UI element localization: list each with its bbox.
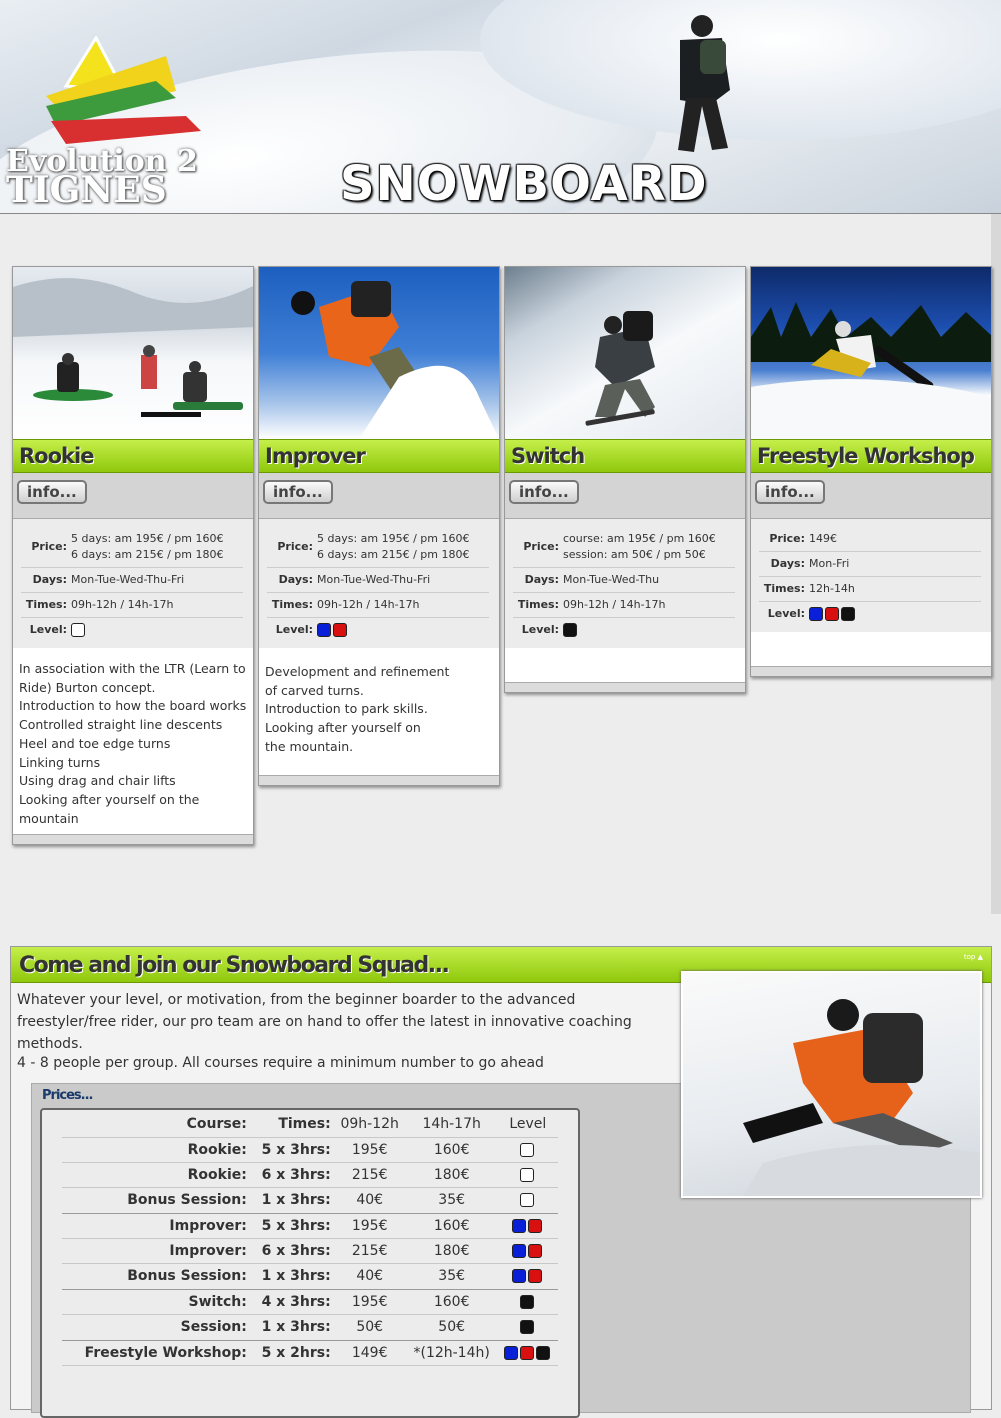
row-times: 1 x 3hrs: (250, 1263, 334, 1289)
group-size-note: 4 - 8 people per group. All courses require a minimum number to go ahead (17, 1055, 544, 1071)
top-link[interactable]: top ▲ (963, 953, 983, 961)
col-pm: 14h-17h (406, 1112, 498, 1137)
row-times: 6 x 3hrs: (250, 1162, 334, 1187)
card-title: Switch (505, 439, 745, 473)
snowboard-squad-section (10, 946, 992, 1410)
days-value: Mon-Fri (807, 552, 981, 577)
row-am-price: 40€ (334, 1187, 406, 1213)
white-level-icon (520, 1143, 534, 1157)
course-card-improver (258, 266, 500, 786)
level-icons (807, 602, 981, 627)
desc-line: Linking turns (19, 754, 101, 770)
price-row (62, 1289, 558, 1314)
price-line: course: am 195€ / pm 160€ (563, 532, 716, 545)
col-level: Level (498, 1112, 558, 1137)
blue-level-icon (512, 1269, 526, 1283)
blue-level-icon (809, 607, 823, 621)
times-value: 12h-14h (807, 577, 981, 602)
row-course: Session: (62, 1314, 250, 1340)
info-button[interactable]: info... (509, 480, 579, 504)
row-level-icons (498, 1314, 558, 1340)
blue-level-icon (317, 623, 331, 637)
row-pm-price: 180€ (406, 1238, 498, 1263)
row-am-price: 195€ (334, 1213, 406, 1238)
level-icons (315, 618, 489, 643)
logo-mark-icon (6, 36, 206, 146)
days-value: Mon-Tue-Wed-Thu-Fri (69, 568, 243, 593)
red-level-icon (333, 623, 347, 637)
blue-level-icon (504, 1346, 518, 1360)
desc-line: Introduction to park skills. (265, 701, 428, 717)
desc-line: Controlled straight line descents (19, 717, 223, 733)
course-description (751, 632, 991, 666)
header-banner (0, 0, 1001, 214)
squad-intro: Whatever your level, or motivation, from the beginner boarder to the advanced freestyler/free rider, our pro team are on hand to offer the latest in innovative coaching methods. (17, 992, 632, 1052)
price-line: 5 days: am 195€ / pm 160€ (317, 532, 470, 545)
row-pm-price: 180€ (406, 1162, 498, 1187)
row-times: 5 x 3hrs: (250, 1137, 334, 1162)
card-title: Improver (259, 439, 499, 473)
desc-line: Using drag and chair lifts (19, 773, 176, 789)
black-level-icon (520, 1295, 534, 1309)
price-line: 6 days: am 215€ / pm 180€ (317, 548, 470, 561)
price-label: Price: (267, 527, 315, 568)
evolution2-logo[interactable] (6, 36, 206, 211)
price-row (62, 1263, 558, 1289)
row-am-price: 195€ (334, 1289, 406, 1314)
course-card-freestyle (750, 266, 992, 677)
price-label: Price: (513, 527, 561, 568)
row-pm-price: 160€ (406, 1213, 498, 1238)
price-line: 6 days: am 215€ / pm 180€ (71, 548, 224, 561)
freestyle-photo (751, 267, 991, 439)
price-row (62, 1162, 558, 1187)
desc-line: Introduction to how the board works (19, 698, 247, 714)
row-level-icons (498, 1263, 558, 1289)
price-row (62, 1137, 558, 1162)
row-course: Rookie: (62, 1162, 250, 1187)
improver-photo (259, 267, 499, 439)
blue-level-icon (512, 1244, 526, 1258)
desc-line: Development and refinement of carved turns. (265, 664, 450, 698)
course-description (13, 648, 253, 834)
col-course: Course: (62, 1112, 250, 1137)
row-pm-price: *(12h-14h) (406, 1340, 498, 1365)
black-level-icon (563, 623, 577, 637)
prices-table (62, 1112, 558, 1366)
info-button[interactable]: info... (755, 480, 825, 504)
price-row (62, 1340, 558, 1365)
price-row (62, 1314, 558, 1340)
row-times: 4 x 3hrs: (250, 1289, 334, 1314)
row-course: Rookie: (62, 1137, 250, 1162)
white-level-icon (520, 1168, 534, 1182)
days-label: Days: (759, 552, 807, 577)
row-course: Bonus Session: (62, 1263, 250, 1289)
red-level-icon (825, 607, 839, 621)
section-title: Come and join our Snowboard Squad... (11, 947, 991, 983)
col-times: Times: (250, 1112, 334, 1137)
days-label: Days: (267, 568, 315, 593)
row-am-price: 149€ (334, 1340, 406, 1365)
row-level-icons (498, 1238, 558, 1263)
row-am-price: 195€ (334, 1137, 406, 1162)
row-level-icons (498, 1213, 558, 1238)
course-description (505, 648, 745, 682)
row-course: Freestyle Workshop: (62, 1340, 250, 1365)
price-row (62, 1238, 558, 1263)
price-label: Price: (21, 527, 69, 568)
info-button[interactable]: info... (263, 480, 333, 504)
price-line: session: am 50€ / pm 50€ (563, 548, 706, 561)
times-label: Times: (267, 593, 315, 618)
blue-level-icon (512, 1219, 526, 1233)
row-course: Improver: (62, 1213, 250, 1238)
snowboarder-image (650, 10, 740, 160)
row-am-price: 50€ (334, 1314, 406, 1340)
switch-photo (505, 267, 745, 439)
card-title: Freestyle Workshop (751, 439, 991, 473)
row-level-icons (498, 1187, 558, 1213)
times-label: Times: (513, 593, 561, 618)
row-pm-price: 160€ (406, 1137, 498, 1162)
squad-photo (681, 971, 982, 1198)
row-level-icons (498, 1162, 558, 1187)
black-level-icon (520, 1320, 534, 1334)
black-level-icon (841, 607, 855, 621)
row-level-icons (498, 1340, 558, 1365)
desc-line: Heel and toe edge turns (19, 735, 171, 751)
info-button[interactable]: info... (17, 480, 87, 504)
page-title: SNOWBOARD (340, 156, 708, 212)
prices-heading: Prices... (42, 1088, 93, 1103)
red-level-icon (528, 1244, 542, 1258)
row-level-icons (498, 1289, 558, 1314)
row-times: 5 x 2hrs: (250, 1340, 334, 1365)
prices-table-frame (40, 1108, 580, 1418)
desc-line: In association with the LTR (Learn to Ride) Burton concept. (19, 661, 246, 695)
row-am-price: 215€ (334, 1238, 406, 1263)
row-course: Switch: (62, 1289, 250, 1314)
course-card-rookie (12, 266, 254, 845)
row-times: 6 x 3hrs: (250, 1238, 334, 1263)
price-line: 149€ (807, 527, 981, 552)
row-pm-price: 35€ (406, 1263, 498, 1289)
days-value: Mon-Tue-Wed-Thu-Fri (315, 568, 489, 593)
row-times: 1 x 3hrs: (250, 1187, 334, 1213)
level-label: Level: (521, 623, 559, 636)
white-level-icon (520, 1193, 534, 1207)
price-label: Price: (759, 527, 807, 552)
times-label: Times: (759, 577, 807, 602)
row-course: Improver: (62, 1238, 250, 1263)
price-row (62, 1213, 558, 1238)
level-label: Level: (29, 623, 67, 636)
row-pm-price: 50€ (406, 1314, 498, 1340)
row-course: Bonus Session: (62, 1187, 250, 1213)
page-scroll-edge (991, 214, 1001, 914)
row-pm-price: 35€ (406, 1187, 498, 1213)
days-value: Mon-Tue-Wed-Thu (561, 568, 735, 593)
days-label: Days: (513, 568, 561, 593)
white-level-icon (71, 623, 85, 637)
col-am: 09h-12h (334, 1112, 406, 1137)
row-pm-price: 160€ (406, 1289, 498, 1314)
logo-text-evolution: Evolution 2 (6, 144, 198, 179)
row-times: 5 x 3hrs: (250, 1213, 334, 1238)
level-label: Level: (275, 623, 313, 636)
times-value: 09h-12h / 14h-17h (69, 593, 243, 618)
red-level-icon (528, 1269, 542, 1283)
days-label: Days: (21, 568, 69, 593)
level-label: Level: (767, 607, 805, 620)
row-am-price: 40€ (334, 1263, 406, 1289)
row-am-price: 215€ (334, 1162, 406, 1187)
row-level-icons (498, 1137, 558, 1162)
times-value: 09h-12h / 14h-17h (315, 593, 489, 618)
row-times: 1 x 3hrs: (250, 1314, 334, 1340)
logo-text-tignes: TIGNES (6, 169, 167, 211)
times-label: Times: (21, 593, 69, 618)
course-description (259, 648, 499, 763)
level-icons (561, 618, 735, 643)
red-level-icon (528, 1219, 542, 1233)
rookie-photo (13, 267, 253, 439)
price-row (62, 1187, 558, 1213)
desc-line: Looking after yourself on the mountain. (265, 720, 421, 754)
desc-line: Looking after yourself on the mountain (19, 791, 200, 826)
black-level-icon (536, 1346, 550, 1360)
card-title: Rookie (13, 439, 253, 473)
price-line: 5 days: am 195€ / pm 160€ (71, 532, 224, 545)
level-icons (69, 618, 243, 643)
times-value: 09h-12h / 14h-17h (561, 593, 735, 618)
red-level-icon (520, 1346, 534, 1360)
course-card-switch (504, 266, 746, 693)
